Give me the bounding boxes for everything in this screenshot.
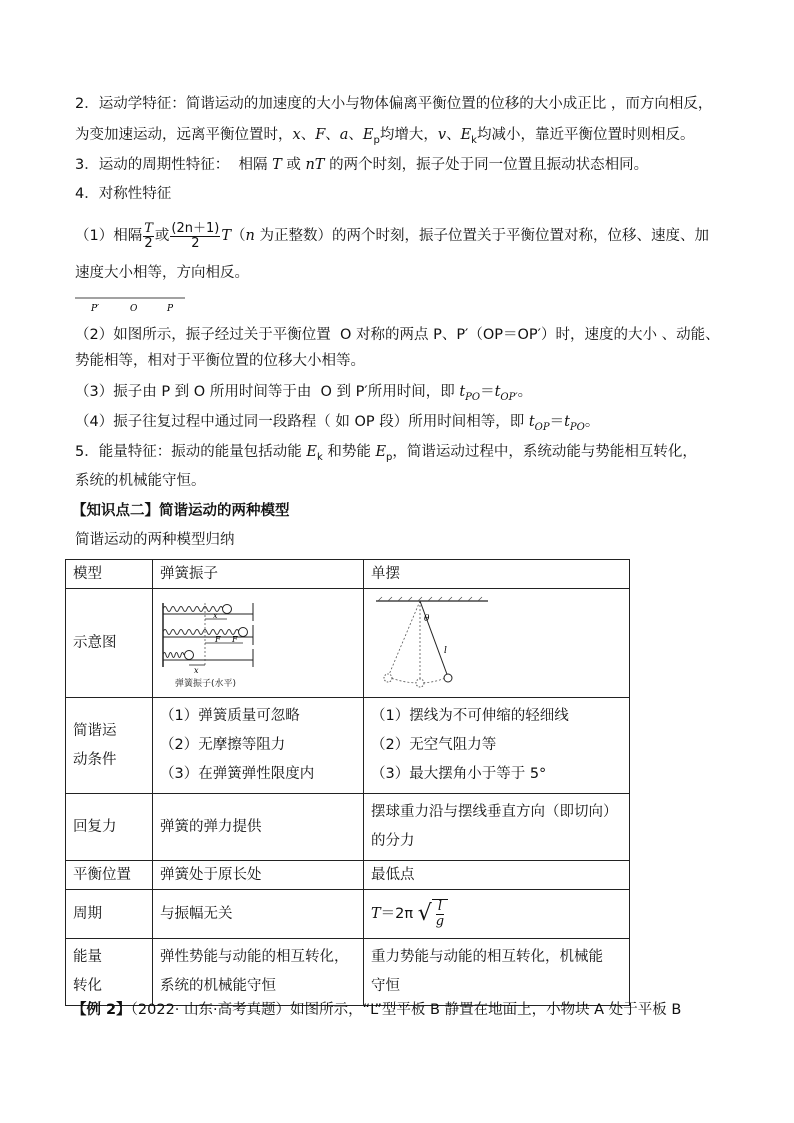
text: 转化 [73, 978, 102, 994]
spring-label-f: F [215, 635, 221, 644]
text: 为变加速运动，远离平衡位置时， [75, 127, 293, 143]
models-table [65, 559, 630, 1006]
paragraph-4-1-line-2 [75, 263, 735, 283]
sub-po: PO [465, 391, 481, 403]
table-cell [364, 794, 630, 861]
spring-oscillator-figure [157, 597, 347, 689]
paragraph-4-1-line-1 [75, 220, 735, 252]
text: 守恒 [371, 978, 400, 994]
text: （2）如图所示，振子经过关于平衡位置 O 对称的两点 P、P′（OP＝OP′）时，速度的大小 、动能、 [75, 327, 720, 343]
table-row [66, 589, 630, 698]
fraction-l-over-g [436, 900, 444, 929]
fraction-t-over-2 [143, 222, 154, 251]
var-t: t [528, 414, 535, 430]
table-cell-spring-figure [153, 589, 364, 698]
var-t: t [459, 384, 466, 400]
sub-po: PO [569, 421, 585, 433]
text: （1）相隔 [75, 228, 143, 244]
text: 简谐运动的两种模型归纳 [75, 532, 235, 548]
text: 系统的机械能守恒 [160, 978, 276, 994]
var-x: x [292, 127, 301, 143]
table-cell-period-formula [364, 890, 630, 939]
table-header-cell: 单摆 [364, 560, 630, 589]
var-v: v [437, 127, 447, 143]
text: 能量 [73, 949, 102, 965]
table-cell: 周期 [66, 890, 153, 939]
text: 均增大， [379, 127, 438, 143]
section-heading [72, 501, 732, 521]
table-header-cell: 模型 [66, 560, 153, 589]
radical-sign-icon: √ [417, 901, 432, 926]
sub-p: p [386, 451, 393, 463]
text: 5．能量特征：振动的能量包括动能 [75, 444, 307, 460]
spring-label-x: x [194, 666, 199, 675]
text: 或 [281, 157, 306, 173]
table-cell: 回复力 [66, 794, 153, 861]
text: ＝2π [380, 906, 414, 922]
text: （4）振子往复过程中通过同一段路程（ 如 OP 段）所用时间相等，即 [75, 414, 529, 430]
paragraph-4-4 [75, 412, 735, 438]
fraction-2n-plus-1-over-2 [170, 222, 220, 251]
sub-k: k [471, 134, 477, 146]
text: 2．运动学特征：简谐运动的加速度的大小与物体偏离平衡位置的位移的大小成正比 ，而方向相反， [75, 96, 713, 112]
example-line [72, 1000, 732, 1020]
var-t: T [221, 228, 232, 244]
table-header-cell: 弹簧振子 [153, 560, 364, 589]
var-t: t [564, 414, 570, 430]
text: （3）最大摆角小于等于 5° [371, 766, 547, 782]
sqrt-l-over-g [418, 899, 448, 929]
pendulum-label-l: l [444, 646, 447, 656]
text: （2）无空气阻力等 [371, 737, 497, 753]
pendulum-label-theta: θ [424, 614, 430, 624]
table-cell: 弹簧处于原长处 [153, 861, 364, 890]
table-cell: 平衡位置 [66, 861, 153, 890]
example-label: 【例 2】 [72, 1002, 131, 1018]
var-e: E [362, 127, 374, 143]
text: 动条件 [73, 751, 117, 768]
var-e: E [460, 127, 472, 143]
axis-figure [75, 294, 185, 314]
var-n: n [245, 228, 255, 244]
table-row [66, 890, 630, 939]
table-row [66, 794, 630, 861]
sub-op-prime: OP′ [500, 391, 518, 403]
text: 和势能 [322, 444, 376, 460]
text: （2）无摩擦等阻力 [160, 737, 286, 753]
text: 的分力 [371, 833, 415, 849]
paragraph-4-title [75, 184, 735, 204]
text: 或 [154, 228, 170, 244]
numerator: T [144, 220, 153, 236]
var-a: a [339, 127, 349, 143]
table-cell [66, 939, 153, 1006]
text: （1）弹簧质量可忽略 [160, 708, 300, 724]
text: 3．运动的周期性特征： 相隔 [75, 157, 273, 173]
table-cell: 弹簧的弹力提供 [153, 794, 364, 861]
table-row [66, 698, 630, 794]
spring-label-f: F [232, 635, 238, 644]
var-e: E [306, 444, 317, 460]
table-cell: 最低点 [364, 861, 630, 890]
equals: ＝ [480, 384, 495, 400]
var-t: T [272, 157, 282, 173]
text: 。 [584, 414, 600, 430]
var-t: t [494, 384, 501, 400]
text: 系统的机械能守恒。 [75, 473, 206, 489]
spring-caption: 弹簧振子(水平) [175, 679, 237, 689]
text: 。 [517, 384, 533, 400]
text: 为正整数）的两个时刻，振子位置关于平衡位置对称，位移、速度、加 [254, 228, 709, 244]
table-cell: 示意图 [66, 589, 153, 698]
sub-op: OP [534, 421, 550, 433]
axis-label-p-prime: P′ [91, 304, 100, 314]
table-row [66, 861, 630, 890]
paragraph-4-2-line-2 [75, 351, 735, 371]
text: 4．对称性特征 [75, 186, 172, 202]
subtitle [75, 530, 735, 550]
table-cell [153, 939, 364, 1006]
text: 势能相等，相对于平衡位置的位移大小相等。 [75, 353, 365, 369]
text: （1）摆线为不可伸缩的轻细线 [371, 708, 569, 724]
table-row [66, 939, 630, 1006]
text: （ [231, 228, 246, 244]
axis-label-o: O [130, 304, 138, 314]
numerator: (2n＋1) [171, 220, 220, 236]
text: 的两个时刻，振子处于同一位置且振动状态相同。 [324, 157, 649, 173]
paragraph-4-3 [75, 382, 735, 408]
spring-label-x: x [213, 611, 218, 620]
pendulum-figure [368, 595, 618, 691]
table-cell [66, 698, 153, 794]
text: （3）在弹簧弹性限度内 [160, 766, 315, 782]
text: 简谐运 [73, 722, 117, 739]
table-cell [364, 698, 630, 794]
radicand [432, 899, 448, 929]
table-cell: 与振幅无关 [153, 890, 364, 939]
table-cell [364, 939, 630, 1006]
example-text: （2022· 山东·高考真题）如图所示，“L”型平板 B 静置在地面上，小物块 A 处于平板 B [130, 1002, 682, 1018]
sub-p: p [373, 134, 380, 146]
text: 重力势能与动能的相互转化，机械能 [371, 949, 603, 965]
paragraph-2-line-2: 为变加速运动，远离平衡位置时，x、F、a、$E_p$均增大，v、$E_k$均减小，靠近平衡位置时则相反。 [75, 127, 695, 146]
var-e: E [375, 444, 387, 460]
text: 弹性势能与动能的相互转化， [160, 949, 349, 965]
text: 均减小，靠近平衡位置时则相反。 [476, 127, 695, 143]
paragraph-4-2-line-1 [75, 325, 735, 345]
table-cell [153, 698, 364, 794]
text: （3）振子由 P 到 O 所用时间等于由 O 到 P′所用时间，即 [75, 384, 460, 400]
equals: ＝ [549, 414, 565, 430]
section-title: 简谐运动的两种模型 [159, 503, 290, 519]
paragraph-5-line-1 [75, 442, 735, 468]
text: ，简谐运动过程中，系统动能与势能相互转化， [392, 444, 697, 460]
var-nt: nT [305, 157, 325, 173]
text: 速度大小相等，方向相反。 [75, 265, 249, 281]
axis-label-p: P [167, 304, 174, 314]
sub-k: k [316, 451, 323, 463]
text: 摆球重力沿与摆线垂直方向（即切向） [371, 804, 618, 820]
var-f: F [315, 127, 326, 143]
table-row [66, 560, 630, 589]
paragraph-5-line-2 [75, 471, 735, 491]
paragraph-2-line-1 [75, 94, 735, 114]
denominator: 2 [191, 235, 200, 251]
denominator: g [435, 914, 445, 929]
var-t: T [371, 906, 381, 922]
section-bracket: 【知识点二】 [72, 503, 159, 519]
numerator: l [436, 900, 444, 915]
denominator: 2 [144, 235, 153, 251]
table-cell-pendulum-figure [364, 589, 630, 698]
paragraph-3 [75, 155, 735, 175]
